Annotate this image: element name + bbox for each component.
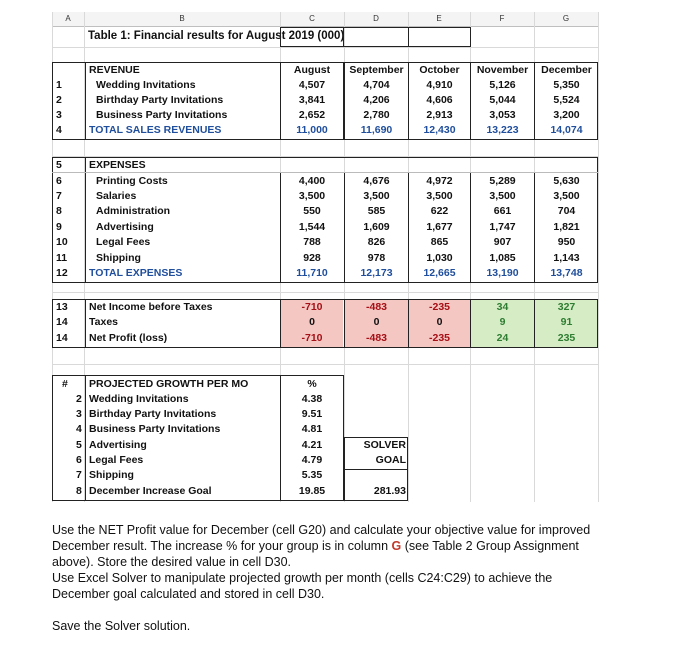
row-number: 1 <box>56 79 62 91</box>
expense-label: Salaries <box>96 190 137 202</box>
column-header-a[interactable]: A <box>52 12 84 27</box>
revenue-label: Business Party Invitations <box>96 109 228 121</box>
row-number: 5 <box>56 159 62 171</box>
cell[interactable]: 865 <box>430 236 449 248</box>
growth-value[interactable]: 5.35 <box>301 469 323 481</box>
cell[interactable]: -483 <box>365 332 387 344</box>
row-number: 11 <box>56 252 68 264</box>
cell[interactable]: 1,821 <box>553 221 580 233</box>
row-number: 13 <box>56 301 68 313</box>
column-header-c[interactable]: C <box>280 12 344 27</box>
growth-label: Birthday Party Invitations <box>89 408 217 420</box>
column-header-f[interactable]: F <box>470 12 534 27</box>
row-number: 7 <box>76 469 82 481</box>
instruction-line: Save the Solver solution. <box>52 619 191 633</box>
total-cell[interactable]: 14,074 <box>550 124 583 136</box>
row-number: 6 <box>76 454 82 466</box>
instruction-line: Use Excel Solver to manipulate projected growth per month (cells C24:C29) to achieve the <box>52 571 553 585</box>
total-cell[interactable]: 12,430 <box>423 124 456 136</box>
goal-label: GOAL <box>375 454 406 466</box>
instruction-line: December goal calculated and stored in cell D30. <box>52 587 325 601</box>
growth-label: Shipping <box>89 469 134 481</box>
cell[interactable]: 3,500 <box>363 190 390 202</box>
cell[interactable]: 907 <box>493 236 512 248</box>
row-number: 8 <box>76 485 82 497</box>
instruction-text: (see Table 2 Group Assignment <box>401 539 579 553</box>
row-number: 14 <box>56 316 68 328</box>
growth-value[interactable]: 4.79 <box>301 454 323 466</box>
cell[interactable]: 2,913 <box>426 109 453 121</box>
cell[interactable]: 978 <box>367 252 386 264</box>
total-cell[interactable]: 11,690 <box>360 124 393 136</box>
month-header: November <box>476 64 529 76</box>
revenue-heading: REVENUE <box>89 64 140 76</box>
expenses-heading: EXPENSES <box>89 159 146 171</box>
cell[interactable]: 0 <box>309 316 315 328</box>
cell[interactable]: 0 <box>373 316 380 328</box>
instruction-line: Use the NET Profit value for December (cell G20) and calculate your objective value for improved <box>52 523 591 537</box>
expense-label: Printing Costs <box>96 175 168 187</box>
instruction-line <box>52 538 579 554</box>
cell[interactable]: 3,841 <box>298 94 326 106</box>
revenue-label: Wedding Invitations <box>96 79 196 91</box>
row-number: 7 <box>56 190 62 202</box>
expense-label: Advertising <box>96 221 154 233</box>
month-header: September <box>349 64 404 76</box>
cell[interactable]: 91 <box>560 316 573 328</box>
cell[interactable]: 3,200 <box>553 109 580 121</box>
cell[interactable]: 1,747 <box>489 221 516 233</box>
cell[interactable]: 4,507 <box>298 79 326 91</box>
row-number: 10 <box>56 236 68 248</box>
cell[interactable]: 788 <box>303 236 321 248</box>
growth-label: Legal Fees <box>89 454 144 466</box>
total-cell[interactable]: 11,710 <box>296 267 328 279</box>
cell[interactable]: 0 <box>436 316 443 328</box>
cell[interactable]: 4,704 <box>363 79 390 91</box>
row-number: 3 <box>56 109 62 121</box>
cell[interactable]: 3,500 <box>426 190 453 202</box>
cell[interactable]: 34 <box>496 301 509 313</box>
growth-value[interactable]: 4.38 <box>301 393 323 405</box>
cell[interactable]: -235 <box>428 301 450 313</box>
growth-value[interactable]: 4.21 <box>301 439 323 451</box>
row-number: 4 <box>56 124 62 136</box>
cell[interactable]: 9 <box>499 316 506 328</box>
table-title: Table 1: Financial results for August 2019 (000) <box>88 30 345 42</box>
cell[interactable]: 2,652 <box>298 109 326 121</box>
growth-heading: PROJECTED GROWTH PER MO <box>89 378 249 390</box>
cell[interactable]: 928 <box>303 252 321 264</box>
cell[interactable]: 550 <box>303 205 321 217</box>
cell[interactable]: 3,500 <box>553 190 580 202</box>
net-profit-label: Net Profit (loss) <box>89 332 168 344</box>
cell[interactable]: 1,677 <box>426 221 453 233</box>
row-number: 8 <box>56 205 62 217</box>
column-g-highlight: G <box>391 539 402 553</box>
cell[interactable]: 3,053 <box>489 109 516 121</box>
instruction-text: December result. The increase % for your group is in column <box>52 539 392 553</box>
row-number: 5 <box>76 439 82 451</box>
revenue-label: Birthday Party Invitations <box>96 94 224 106</box>
cell[interactable]: 2,780 <box>363 109 390 121</box>
cell[interactable]: 1,609 <box>363 221 390 233</box>
cell[interactable]: 3,500 <box>489 190 516 202</box>
cell[interactable]: 585 <box>367 205 386 217</box>
cell[interactable]: 704 <box>557 205 576 217</box>
expense-label: Administration <box>96 205 171 217</box>
cell[interactable]: 4,206 <box>363 94 390 106</box>
cell[interactable]: -235 <box>428 332 450 344</box>
row-number: 3 <box>76 408 82 420</box>
cell[interactable]: 950 <box>557 236 576 248</box>
cell[interactable]: 3,500 <box>298 190 326 202</box>
expense-label: Shipping <box>96 252 141 264</box>
row-number: 2 <box>56 94 62 106</box>
expense-label: Legal Fees <box>96 236 151 248</box>
cell[interactable]: 5,630 <box>553 175 580 187</box>
row-number: 4 <box>76 423 82 435</box>
cell[interactable]: 5,126 <box>489 79 516 91</box>
solver-label: SOLVER <box>363 439 406 451</box>
column-header-d[interactable]: D <box>344 12 408 27</box>
cell[interactable]: 4,910 <box>426 79 453 91</box>
cell[interactable]: 327 <box>557 301 576 313</box>
cell[interactable]: 4,676 <box>363 175 390 187</box>
cell[interactable]: 5,289 <box>489 175 516 187</box>
growth-label: Wedding Invitations <box>89 393 189 405</box>
cell[interactable]: 5,044 <box>489 94 516 106</box>
cell[interactable]: 5,350 <box>553 79 580 91</box>
cell[interactable]: 5,524 <box>553 94 580 106</box>
row-number: 14 <box>56 332 68 344</box>
cell[interactable]: 661 <box>493 205 512 217</box>
total-cell[interactable]: 12,665 <box>423 267 456 279</box>
total-cell[interactable]: 13,748 <box>550 267 583 279</box>
column-header-b[interactable]: B <box>84 12 280 27</box>
cell[interactable]: 24 <box>496 332 509 344</box>
total-cell[interactable]: 13,190 <box>486 267 519 279</box>
cell[interactable]: 1,544 <box>298 221 326 233</box>
row-number: 2 <box>76 393 82 405</box>
cell[interactable]: 826 <box>367 236 386 248</box>
cell[interactable]: 1,030 <box>426 252 453 264</box>
cell[interactable]: -710 <box>301 332 323 344</box>
total-cell[interactable]: 12,173 <box>360 267 393 279</box>
cell[interactable]: 4,972 <box>426 175 453 187</box>
column-header-g[interactable]: G <box>534 12 598 27</box>
growth-label: Advertising <box>89 439 147 451</box>
taxes-label: Taxes <box>89 316 118 328</box>
cell[interactable]: 4,400 <box>298 175 326 187</box>
instruction-line: above). Store the desired value in cell D30. <box>52 555 292 569</box>
cell[interactable]: 1,085 <box>489 252 516 264</box>
month-header: August <box>293 64 331 76</box>
growth-value[interactable]: 4.81 <box>301 423 323 435</box>
growth-value[interactable]: 19.85 <box>298 485 326 497</box>
growth-label: December Increase Goal <box>89 485 212 497</box>
total-cell[interactable]: 11,000 <box>296 124 328 136</box>
growth-label: Business Party Invitations <box>89 423 221 435</box>
net-income-label: Net Income before Taxes <box>89 301 213 313</box>
column-header-e[interactable]: E <box>408 12 470 27</box>
cell[interactable]: 4,606 <box>426 94 453 106</box>
month-header: October <box>419 64 460 76</box>
solver-goal-value[interactable]: 281.93 <box>373 485 406 497</box>
percent-header: % <box>307 378 317 390</box>
total-cell[interactable]: 13,223 <box>486 124 519 136</box>
total-expenses-label: TOTAL EXPENSES <box>89 267 183 279</box>
growth-value[interactable]: 9.51 <box>301 408 323 420</box>
row-number: 9 <box>56 221 62 233</box>
month-header: December <box>541 64 592 76</box>
total-revenue-label: TOTAL SALES REVENUES <box>89 124 222 136</box>
row-number: 6 <box>56 175 62 187</box>
cell[interactable]: 622 <box>430 205 449 217</box>
cell[interactable]: 1,143 <box>553 252 580 264</box>
cell[interactable]: -710 <box>301 301 323 313</box>
cell[interactable]: 235 <box>557 332 576 344</box>
cell[interactable]: -483 <box>365 301 387 313</box>
row-number: 12 <box>56 267 68 279</box>
hash-label: # <box>62 378 68 390</box>
